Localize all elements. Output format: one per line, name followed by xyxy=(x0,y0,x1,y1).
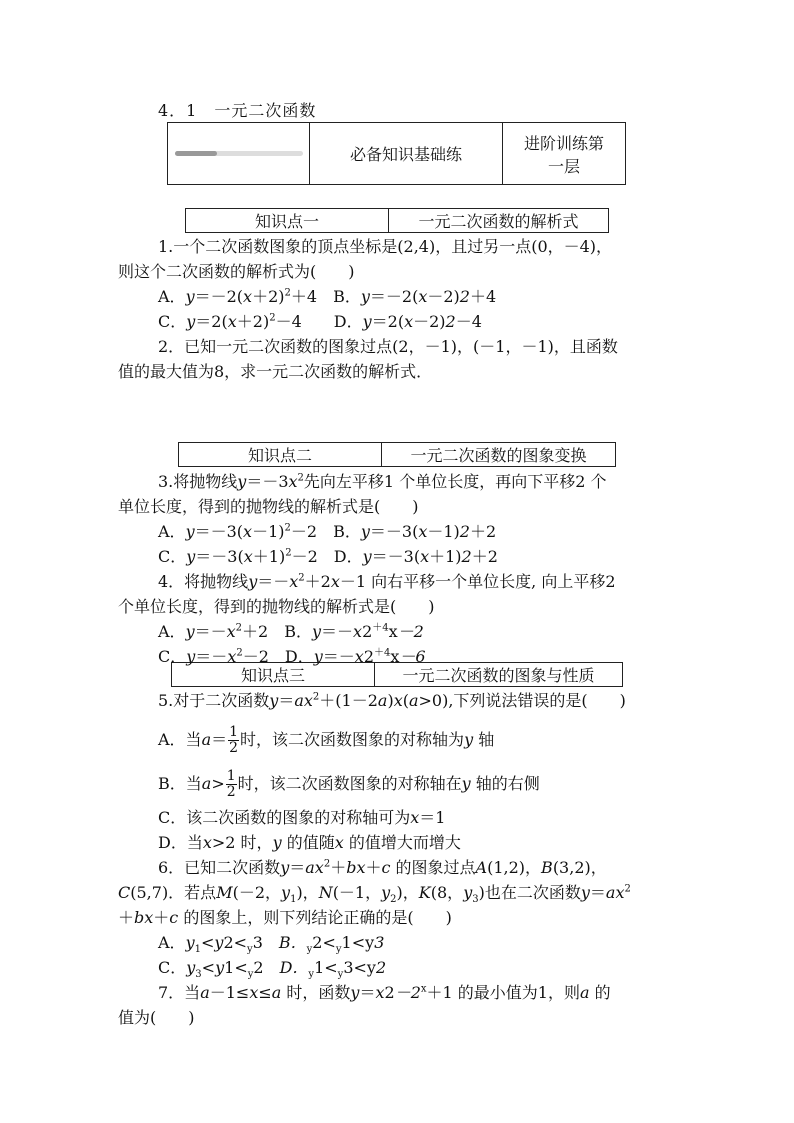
level-label-line1: 进阶训练第 xyxy=(523,133,604,153)
text-line: A．$y=-2(x+2)^2+4$ B．y＝－2(x－2)2＋4 xyxy=(158,287,497,306)
text-line: 7．当a－1≤x≤a 时，函数$y=x2-2^x+1$ 的最小值为1，则a 的 xyxy=(158,983,611,1002)
text-line: C．$y_3<y1<_y2$ D．$_y1<_y3<y2$ xyxy=(158,958,387,981)
text-line: C．$y=-3(x+1)^2-2$ D．y＝－3(x＋1)2＋2 xyxy=(158,547,498,566)
header-table xyxy=(167,122,626,185)
text-line: A．$y_1<y2<_y3$ B．$_y2<_y1<y3$ xyxy=(158,933,385,956)
text-line: 5.对于二次函数$y=ax^2+(1-2a)x(a>0)$,下列说法错误的是( ) xyxy=(158,691,626,710)
text-line: 则这个二次函数的解析式为( ) xyxy=(118,262,355,281)
level-label xyxy=(503,123,626,185)
fraction: $\frac{1}{2}$ xyxy=(226,768,236,800)
text-line: 6．已知二次函数$y=ax^2+bx+c$ 的图象过点A(1,2)，B(3,2)， xyxy=(158,858,607,877)
text-line: C．该二次函数的图象的对称轴可为x＝1 xyxy=(158,808,446,827)
text-line: A．$y=-x^2+2$ B．$y=-x2^{+4}x-2$ xyxy=(158,622,424,641)
knowledge-point-2-topic: 一元二次函数的图象变换 xyxy=(410,446,587,465)
knowledge-point-1-topic: 一元二次函数的解析式 xyxy=(418,212,579,231)
text-line: 4．将抛物线$y=-x^2+2x-1$ 向右平移一个单位长度, 向上平移2 xyxy=(158,572,616,591)
knowledge-point-2-label: 知识点二 xyxy=(179,443,382,466)
knowledge-point-2 xyxy=(178,442,616,467)
page-title: 4．1 一元二次函数 xyxy=(158,101,317,120)
text-line: 单位长度，得到的抛物线的解析式是( ) xyxy=(118,497,419,516)
text-line: 1.一个二次函数图象的顶点坐标是(2,4)，且过另一点(0，－4)， xyxy=(158,237,613,256)
text-line: C(5,7)．若点M(－2，$y_1$)，N(－1，$y_2$)，K(8，$y_3$)也在二次函数$y=ax^2$ xyxy=(118,883,631,906)
text-line: D．当x>2 时，y 的值随x 的值增大而增大 xyxy=(158,833,461,852)
text-line: A．当a＝ $\frac{1}{2}$ 时，该二次函数图象的对称轴为y 轴 xyxy=(158,724,495,756)
text-line: B．当a> $\frac{1}{2}$ 时，该二次函数图象的对称轴在y 轴的右侧 xyxy=(158,768,540,800)
fraction: $\frac{1}{2}$ xyxy=(229,724,239,756)
text-line: ＋bx＋c 的图象上，则下列结论正确的是( ) xyxy=(118,908,452,927)
progress-fill xyxy=(175,151,217,156)
text-line: 3.将抛物线$y=-3x^2$先向左平移1 个单位长度，再向下平移2 个 xyxy=(158,472,607,491)
text-line: 值为( ) xyxy=(118,1008,195,1027)
text-line: 个单位长度，得到的抛物线的解析式是( ) xyxy=(118,597,435,616)
text-line: C．$y=-x^2-2$ D．$y=-x2^{+4}x-6$ xyxy=(158,647,426,666)
knowledge-point-1 xyxy=(185,208,609,233)
knowledge-point-3-label: 知识点三 xyxy=(172,663,375,686)
progress-cell xyxy=(168,123,310,185)
knowledge-point-3-topic: 一元二次函数的图象与性质 xyxy=(402,666,595,685)
text-line: A．$y=-3(x-1)^2-2$ B．y＝－3(x－1)2＋2 xyxy=(158,522,497,541)
text-line: C．$y=2(x+2)^2-4$ D．y＝2(x－2)2－4 xyxy=(158,312,482,331)
section-label: 必备知识基础练 xyxy=(310,123,503,185)
progress-bar xyxy=(175,151,303,156)
knowledge-point-1-label: 知识点一 xyxy=(186,209,389,232)
text-line: 2．已知一元二次函数的图象过点(2，－1)，(－1，－1)，且函数 xyxy=(158,337,618,356)
text-line: 值的最大值为8，求一元二次函数的解析式． xyxy=(118,362,433,381)
level-label-line2: 一层 xyxy=(547,156,580,176)
